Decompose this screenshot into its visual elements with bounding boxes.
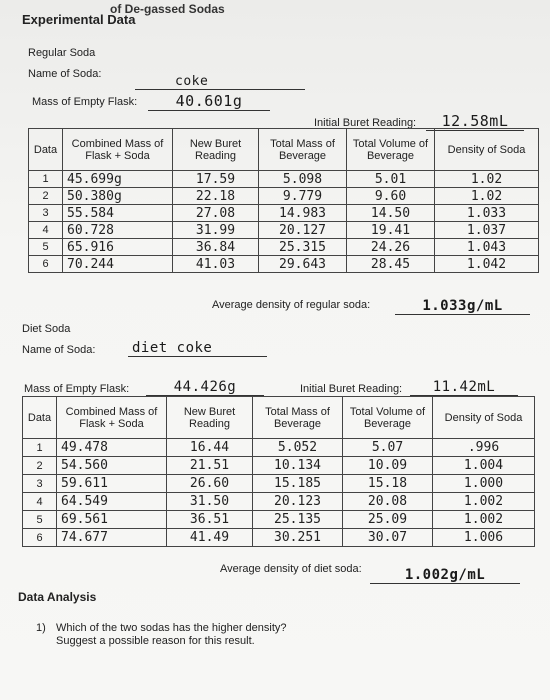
regular-header-new-buret: New Buret Reading [173,129,259,171]
regular-cell-total-mass: 20.127 [259,222,347,239]
diet-cell-density: 1.004 [433,457,535,475]
regular-cell-trial: 1 [29,171,63,188]
diet-cell-total-mass: 25.135 [253,511,343,529]
regular-cell-combined-mass: 65.916 [63,239,173,256]
diet-cell-trial: 6 [23,529,57,547]
diet-cell-trial: 4 [23,493,57,511]
diet-data-table [22,396,535,547]
regular-cell-total-volume: 19.41 [347,222,435,239]
diet-cell-trial: 2 [23,457,57,475]
diet-header-total-mass: Total Mass of Beverage [253,397,343,439]
regular-name-label: Name of Soda: [28,68,102,80]
table-row [29,171,539,188]
diet-cell-trial: 3 [23,475,57,493]
diet-header-new-buret: New Buret Reading [167,397,253,439]
table-row [23,439,535,457]
regular-buret-label: Initial Buret Reading: [314,117,417,129]
regular-cell-combined-mass: 55.584 [63,205,173,222]
table-row [29,188,539,205]
diet-cell-combined-mass: 69.561 [57,511,167,529]
regular-cell-total-volume: 28.45 [347,256,435,273]
regular-header-combined-mass: Combined Mass of Flask + Soda [63,129,173,171]
regular-buret-value: 12.58mL [426,112,524,131]
diet-cell-combined-mass: 74.677 [57,529,167,547]
diet-mass-label: Mass of Empty Flask: [24,383,130,395]
regular-cell-density: 1.042 [435,256,539,273]
diet-cell-total-mass: 30.251 [253,529,343,547]
regular-cell-trial: 5 [29,239,63,256]
diet-cell-total-volume: 5.07 [343,439,433,457]
table-row [23,529,535,547]
diet-cell-combined-mass: 64.549 [57,493,167,511]
regular-cell-combined-mass: 60.728 [63,222,173,239]
question-1-line-2: Suggest a possible reason for this result. [56,635,255,647]
regular-data-table [28,128,539,273]
diet-cell-total-mass: 5.052 [253,439,343,457]
regular-cell-total-mass: 9.779 [259,188,347,205]
regular-cell-total-mass: 29.643 [259,256,347,273]
regular-cell-trial: 2 [29,188,63,205]
diet-cell-combined-mass: 54.560 [57,457,167,475]
table-row [29,222,539,239]
diet-cell-density: 1.002 [433,511,535,529]
diet-cell-total-volume: 20.08 [343,493,433,511]
regular-cell-total-volume: 24.26 [347,239,435,256]
regular-cell-trial: 4 [29,222,63,239]
diet-header-density: Density of Soda [433,397,535,439]
diet-cell-new-buret: 36.51 [167,511,253,529]
regular-cell-density: 1.033 [435,205,539,222]
diet-header-total-volume: Total Volume of Beverage [343,397,433,439]
table-row [23,457,535,475]
cut-title: of De-gassed Sodas [110,2,225,16]
regular-cell-total-mass: 25.315 [259,239,347,256]
regular-average-value: 1.033g/mL [395,298,530,315]
regular-header-density: Density of Soda [435,129,539,171]
diet-cell-total-mass: 15.185 [253,475,343,493]
diet-cell-total-mass: 10.134 [253,457,343,475]
diet-cell-total-volume: 30.07 [343,529,433,547]
table-row [23,493,535,511]
regular-header-total-mass: Total Mass of Beverage [259,129,347,171]
table-row [23,511,535,529]
page-title: Experimental Data [22,12,136,27]
question-1-line-1: Which of the two sodas has the higher density? [56,622,287,634]
regular-mass-value: 40.601g [148,92,270,111]
diet-cell-combined-mass: 59.611 [57,475,167,493]
table-row [29,256,539,273]
diet-average-label: Average density of diet soda: [220,563,362,575]
regular-cell-total-mass: 14.983 [259,205,347,222]
regular-cell-total-volume: 9.60 [347,188,435,205]
diet-cell-density: 1.000 [433,475,535,493]
diet-average-value: 1.002g/mL [370,567,520,584]
regular-cell-total-mass: 5.098 [259,171,347,188]
regular-cell-total-volume: 14.50 [347,205,435,222]
diet-cell-total-volume: 10.09 [343,457,433,475]
diet-section-title: Diet Soda [22,323,71,335]
regular-cell-new-buret: 17.59 [173,171,259,188]
regular-cell-combined-mass: 45.699g [63,171,173,188]
regular-mass-label: Mass of Empty Flask: [32,96,138,108]
diet-cell-trial: 1 [23,439,57,457]
diet-cell-total-volume: 25.09 [343,511,433,529]
regular-cell-combined-mass: 50.380g [63,188,173,205]
regular-cell-total-volume: 5.01 [347,171,435,188]
regular-header-total-volume: Total Volume of Beverage [347,129,435,171]
diet-cell-new-buret: 26.60 [167,475,253,493]
diet-name-label: Name of Soda: [22,344,96,356]
diet-header-combined-mass: Combined Mass of Flask + Soda [57,397,167,439]
regular-cell-density: 1.02 [435,171,539,188]
regular-cell-combined-mass: 70.244 [63,256,173,273]
table-row [29,239,539,256]
table-row [29,205,539,222]
table-row [23,475,535,493]
regular-cell-trial: 3 [29,205,63,222]
regular-header-data: Data [29,129,63,171]
diet-mass-value: 44.426g [146,379,264,396]
diet-header-row [23,397,535,439]
question-1-number: 1) [36,622,46,634]
regular-section-title: Regular Soda [28,47,96,59]
diet-cell-new-buret: 41.49 [167,529,253,547]
diet-cell-total-volume: 15.18 [343,475,433,493]
analysis-heading: Data Analysis [18,590,97,604]
regular-cell-density: 1.02 [435,188,539,205]
regular-cell-density: 1.037 [435,222,539,239]
regular-cell-new-buret: 22.18 [173,188,259,205]
diet-cell-density: 1.002 [433,493,535,511]
diet-buret-value: 11.42mL [410,379,518,396]
regular-cell-new-buret: 27.08 [173,205,259,222]
regular-cell-new-buret: 36.84 [173,239,259,256]
diet-cell-total-mass: 20.123 [253,493,343,511]
diet-cell-new-buret: 16.44 [167,439,253,457]
diet-cell-new-buret: 21.51 [167,457,253,475]
regular-header-row [29,129,539,171]
regular-cell-new-buret: 41.03 [173,256,259,273]
diet-cell-density: .996 [433,439,535,457]
diet-cell-combined-mass: 49.478 [57,439,167,457]
diet-name-value: diet coke [128,340,267,357]
regular-cell-new-buret: 31.99 [173,222,259,239]
diet-cell-density: 1.006 [433,529,535,547]
regular-name-value: coke [135,74,305,90]
diet-cell-trial: 5 [23,511,57,529]
diet-cell-new-buret: 31.50 [167,493,253,511]
diet-header-data: Data [23,397,57,439]
regular-cell-trial: 6 [29,256,63,273]
diet-buret-label: Initial Buret Reading: [300,383,403,395]
regular-average-label: Average density of regular soda: [212,299,371,311]
regular-cell-density: 1.043 [435,239,539,256]
